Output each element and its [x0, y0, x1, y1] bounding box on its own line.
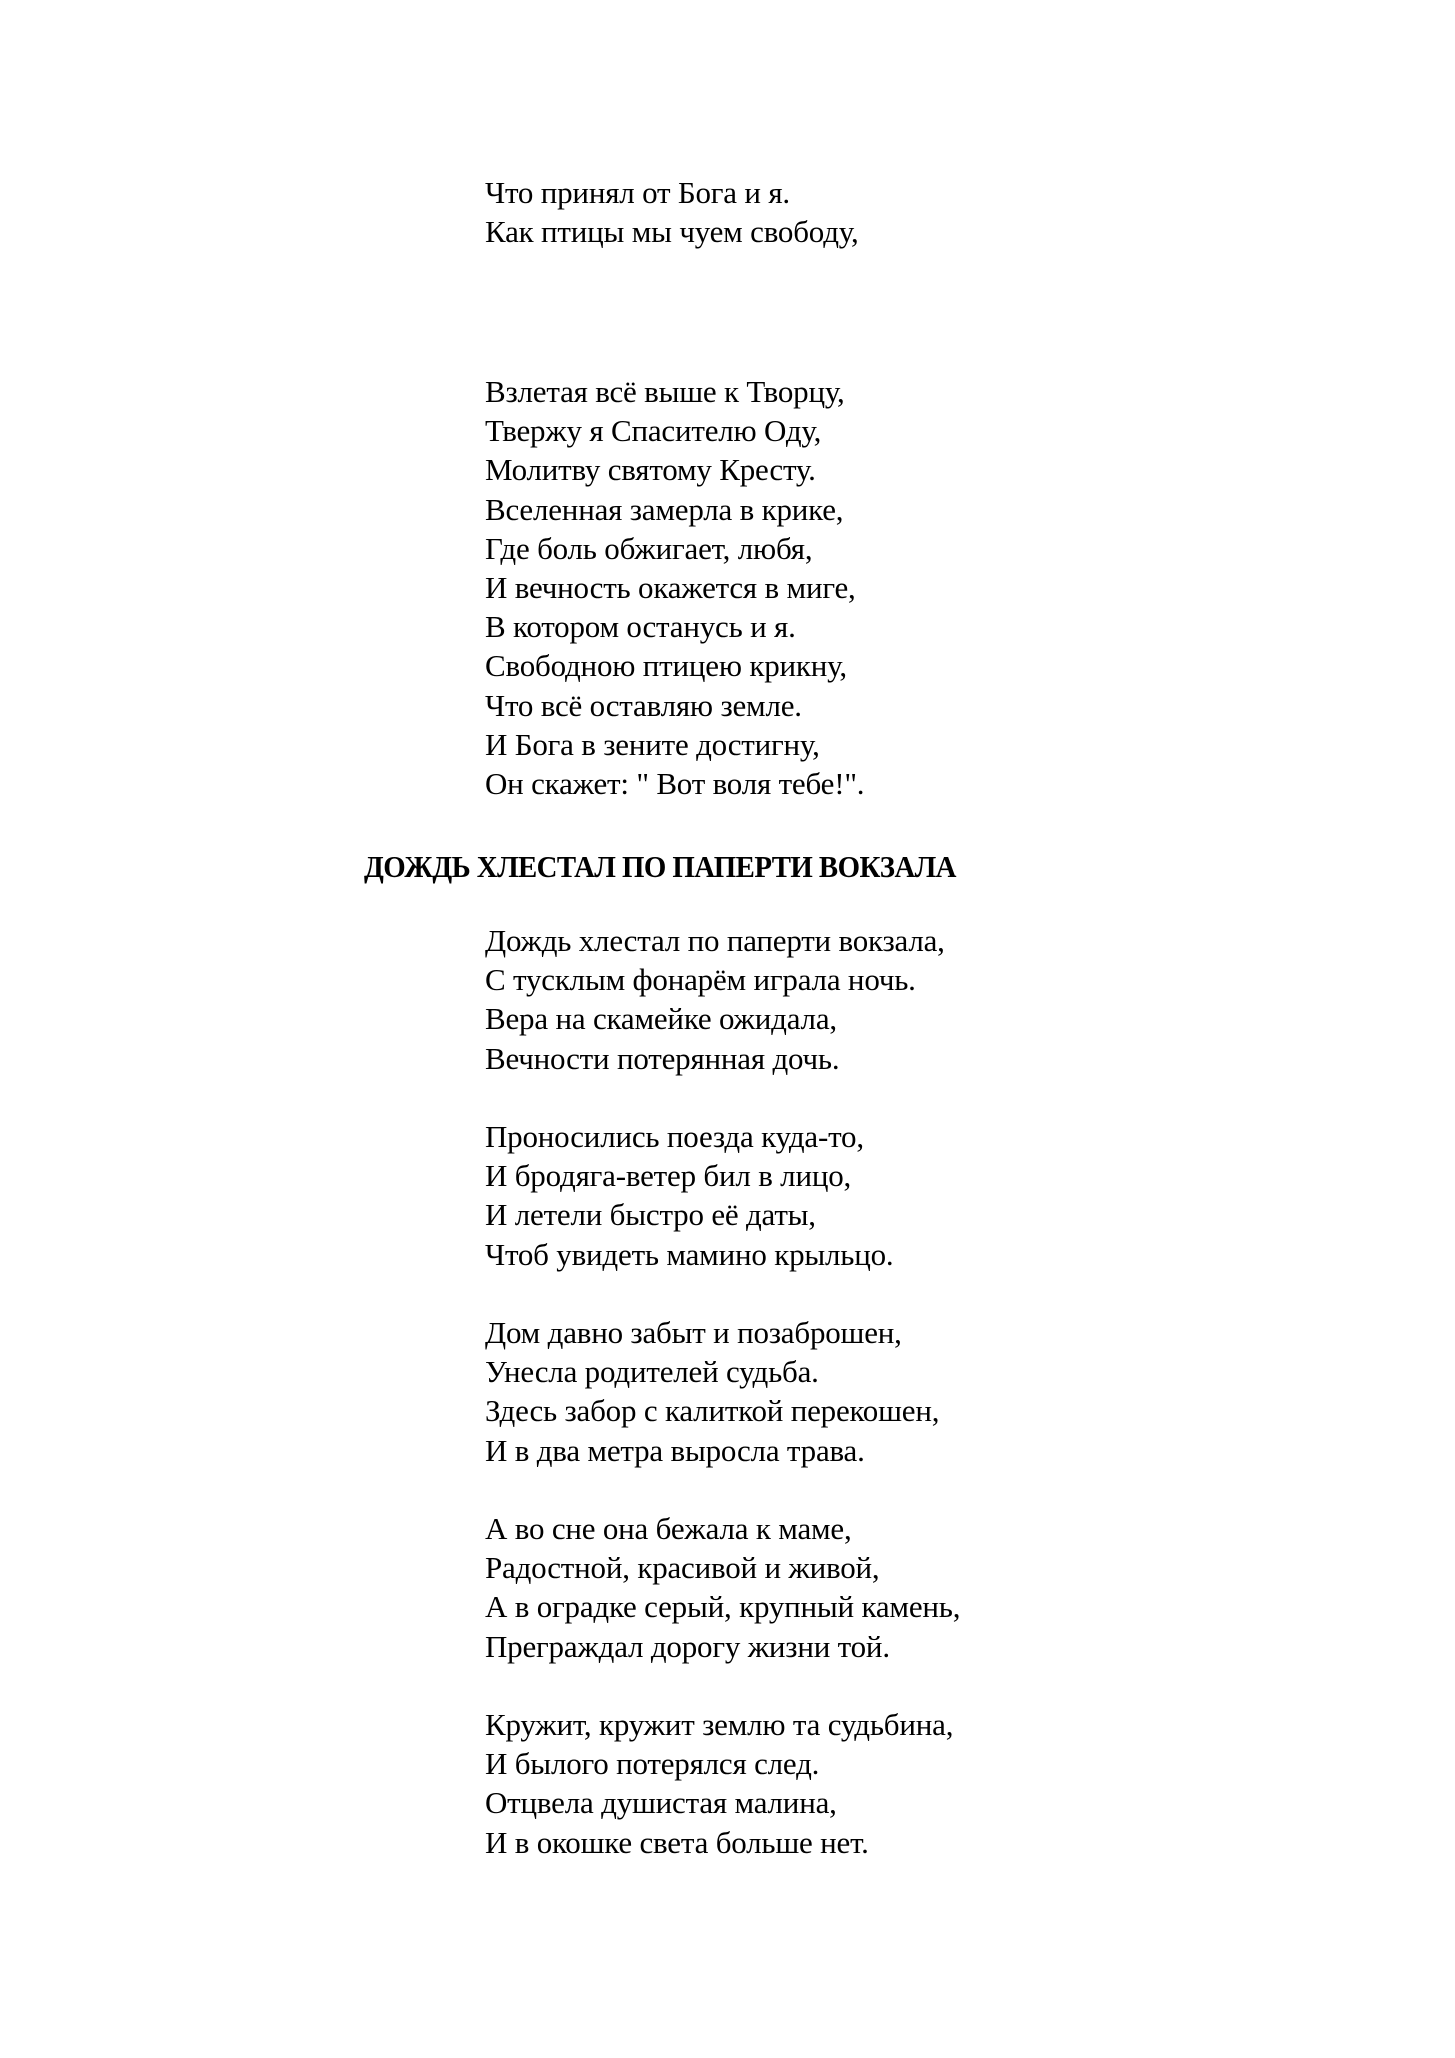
poem-line: Чтоб увидеть мамино крыльцо.	[485, 1236, 894, 1272]
poem2-stanza-3	[485, 1313, 939, 1470]
poem-line: Вера на скамейке ожидала,	[485, 1001, 837, 1037]
poem-line: А во сне она бежала к маме,	[485, 1511, 852, 1546]
poem-line: Отцвела душистая малина,	[485, 1785, 837, 1821]
poem-line: Как птицы мы чуем свободу,	[485, 214, 859, 250]
poem-line: Вселенная замерла в крике,	[485, 491, 844, 527]
poem-line: Дом давно забыт и позаброшен,	[485, 1315, 902, 1350]
poem-line: Что всё оставляю земле.	[485, 687, 802, 723]
poem2-stanza-5	[485, 1705, 953, 1862]
poem-line: Здесь забор с калиткой перекошен,	[485, 1393, 940, 1429]
poem-line: И в окошке света больше нет.	[485, 1824, 869, 1860]
poem2-stanza-2	[485, 1117, 893, 1274]
poem-line: И бродяга-ветер бил в лицо,	[485, 1158, 852, 1194]
poem-line: Дождь хлестал по паперти вокзала,	[485, 923, 945, 958]
poem-line: Кружит, кружит землю та судьбина,	[485, 1707, 954, 1742]
poem-line: Он скажет: " Вот воля тебе!".	[485, 766, 865, 802]
poem-line: А в оградке серый, крупный камень,	[485, 1589, 961, 1625]
poem1-stanza-a	[485, 173, 859, 251]
poem-line: С тусклым фонарём играла ночь.	[485, 962, 916, 998]
poem-line: Унесла родителей судьба.	[485, 1354, 819, 1390]
poem2-stanza-4	[485, 1509, 960, 1666]
poem-line: Молитву святому Кресту.	[485, 452, 816, 488]
poem-line: И былого потерялся след.	[485, 1746, 820, 1782]
poem-line: И в два метра выросла трава.	[485, 1432, 865, 1468]
poem-line: Радостной, красивой и живой,	[485, 1550, 880, 1586]
poem-line: Проносились поезда куда-то,	[485, 1119, 864, 1154]
poem-line: Где боль обжигает, любя,	[485, 530, 813, 566]
poem2-stanza-1	[485, 921, 945, 1078]
poem-line: Твержу я Спасителю Оду,	[485, 413, 822, 449]
poem-title: ДОЖДЬ ХЛЕСТАЛ ПО ПАПЕРТИ ВОКЗАЛА	[364, 849, 956, 884]
poem-line: И Бога в зените достигну,	[485, 726, 820, 762]
poem-line: И летели быстро её даты,	[485, 1197, 816, 1233]
poem-line: Преграждал дорогу жизни той.	[485, 1628, 890, 1664]
poem-line: В котором останусь и я.	[485, 609, 796, 645]
poem-line: И вечность окажется в миге,	[485, 570, 856, 606]
poem-line: Вечности потерянная дочь.	[485, 1040, 840, 1076]
poem-line: Свободною птицею крикну,	[485, 648, 847, 684]
poem1-stanza-b	[485, 372, 864, 803]
poem-line: Взлетая всё выше к Творцу,	[485, 374, 845, 409]
poem-line: Что принял от Бога и я.	[485, 175, 790, 210]
